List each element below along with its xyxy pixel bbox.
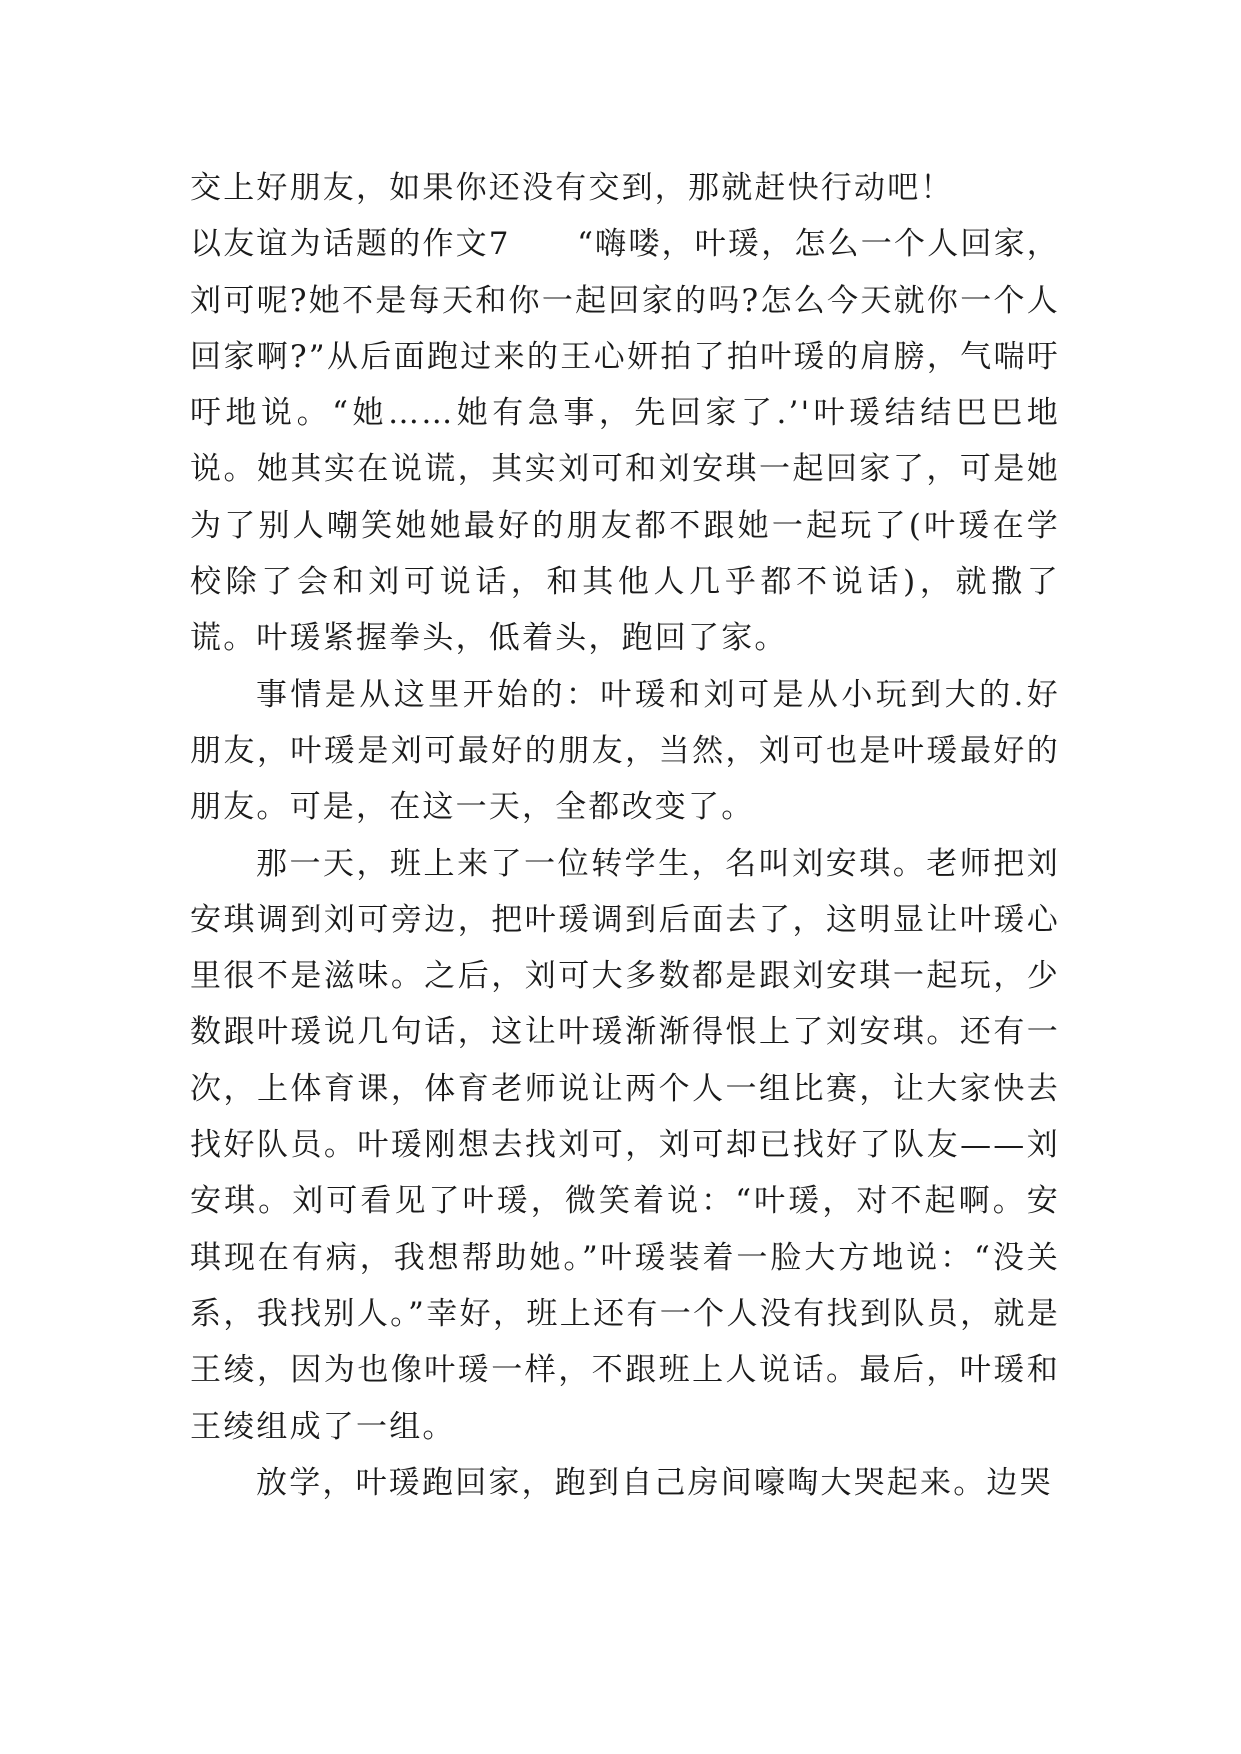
paragraph-essay-opening: 以友谊为话题的作文7 “嗨喽，叶瑗，怎么一个人回家，刘可呢?她不是每天和你一起回家的吗?怎么今天就你一个人回家啊?”从后面跑过来的王心妍拍了拍叶瑗的肩膀，气喘吁吁地说。“她……她有急事，先回家了.’'叶瑗结结巴巴地说。她其实在说谎，其实刘可和刘安琪一起回家了，可是她为了别人嘲笑她她最好的朋友都不跟她一起玩了(叶瑗在学校除了会和刘可说话，和其他人几乎都不说话)，就撒了谎。叶瑗紧握拳头，低着头，跑回了家。 xyxy=(190,226,1060,657)
paragraph-after-school: 放学，叶瑗跑回家，跑到自己房间嚎啕大哭起来。边哭 xyxy=(256,1464,1053,1501)
document-body xyxy=(190,160,1060,1511)
paragraph-closing-line: 交上好朋友，如果你还没有交到，那就赶快行动吧！ xyxy=(190,170,954,206)
paragraph-background: 事情是从这里开始的：叶瑗和刘可是从小玩到大的.好朋友，叶瑗是刘可最好的朋友，当然，刘可也是叶瑗最好的朋友。可是，在这一天，全都改变了。 xyxy=(190,676,1060,826)
paragraph-new-student: 那一天，班上来了一位转学生，名叫刘安琪。老师把刘安琪调到刘可旁边，把叶瑗调到后面去了，这明显让叶瑗心里很不是滋味。之后，刘可大多数都是跟刘安琪一起玩，少数跟叶瑗说几句话，这让叶瑗渐渐得恨上了刘安琪。还有一次，上体育课，体育老师说让两个人一组比赛，让大家快去找好队员。叶瑗刚想去找刘可，刘可却已找好了队友——刘安琪。刘可看见了叶瑗，微笑着说：“叶瑗，对不起啊。安琪现在有病，我想帮助她。”叶瑗装着一脸大方地说：“没关系，我找别人。”幸好，班上还有一个人没有找到队员，就是王绫，因为也像叶瑗一样，不跟班上人说话。最后，叶瑗和王绫组成了一组。 xyxy=(190,845,1060,1445)
